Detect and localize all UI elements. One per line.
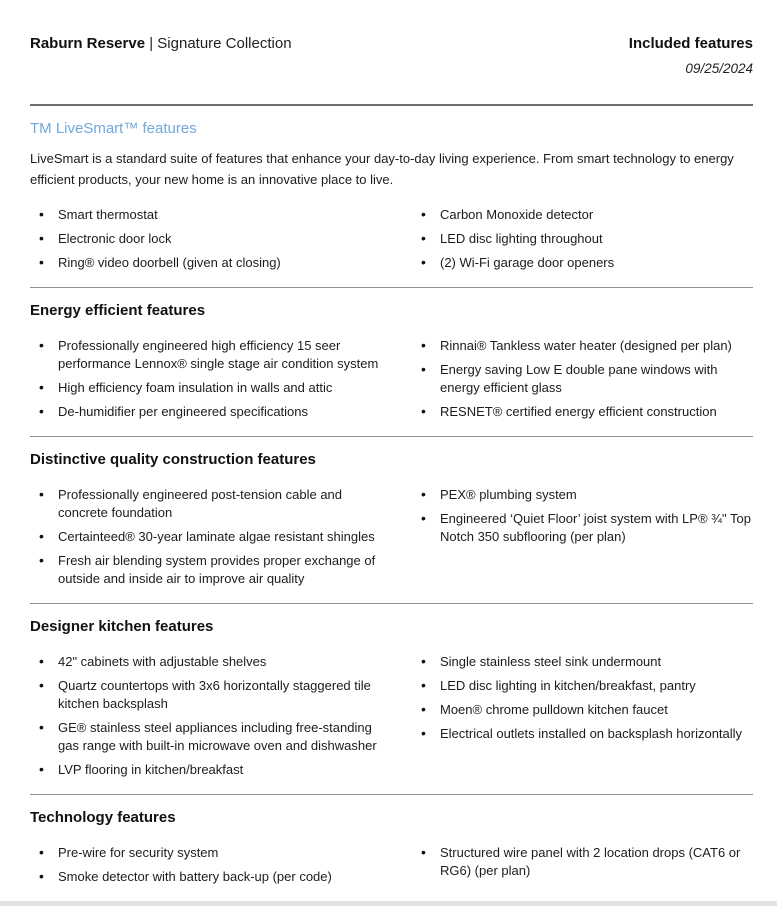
feature-bullet-item: • GE® stainless steel appliances including free-standing gas range with built-in microwave oven and dishwasher [30, 719, 382, 755]
section-energy [30, 288, 753, 437]
energy-left-list [30, 337, 382, 427]
community-title [30, 34, 292, 54]
collection-name: | Signature Collection [149, 35, 292, 52]
feature-bullet-item: • High efficiency foam insulation in walls and attic [30, 379, 382, 397]
technology-right-list [412, 844, 753, 892]
document-header [30, 34, 753, 78]
section-technology [30, 795, 753, 892]
feature-bullet-item: • Electronic door lock [30, 230, 382, 248]
feature-bullet-item: • LVP flooring in kitchen/breakfast [30, 761, 382, 779]
energy-right-list [412, 337, 753, 427]
feature-bullet-item: • Engineered ‘Quiet Floor’ joist system with LP® ¾" Top Notch 350 subflooring (per plan) [412, 510, 753, 546]
kitchen-right-list [412, 653, 753, 785]
livesmart-left-list [30, 206, 382, 278]
construction-left-list [30, 486, 382, 594]
livesmart-description: LiveSmart is a standard suite of features that enhance your day-to-day living experience. From smart technology to energy efficient products, your new home is an innovative place to live. [30, 151, 734, 187]
feature-bullet-item: • LED disc lighting throughout [412, 230, 753, 248]
feature-bullet-item: • Rinnai® Tankless water heater (designed per plan) [412, 337, 753, 355]
kitchen-columns [30, 653, 753, 785]
feature-bullet-item: • Carbon Monoxide detector [412, 206, 753, 224]
feature-bullet-item: • PEX® plumbing system [412, 486, 753, 504]
feature-bullet-item: • 42" cabinets with adjustable shelves [30, 653, 382, 671]
feature-bullet-item: • Electrical outlets installed on backsplash horizontally [412, 725, 753, 743]
document-type-title: Included features [628, 35, 753, 52]
feature-bullet-item: • Fresh air blending system provides proper exchange of outside and inside air to improve air quality [30, 552, 382, 588]
feature-bullet-item: • Professionally engineered high efficiency 15 seer performance Lennox® single stage air condition system [30, 337, 382, 373]
construction-columns [30, 486, 753, 594]
section-heading-construction: Distinctive quality construction features [30, 451, 316, 468]
feature-bullet-item: • LED disc lighting in kitchen/breakfast, pantry [412, 677, 753, 695]
feature-bullet-item: • Smoke detector with battery back-up (per code) [30, 868, 382, 886]
feature-bullet-item: • Smart thermostat [30, 206, 382, 224]
section-heading-kitchen: Designer kitchen features [30, 618, 214, 635]
section-heading-livesmart: TM LiveSmart™ features [30, 120, 197, 137]
technology-left-list [30, 844, 382, 892]
feature-bullet-item: • Professionally engineered post-tension cable and concrete foundation [30, 486, 382, 522]
feature-bullet-item: • (2) Wi-Fi garage door openers [412, 254, 753, 272]
section-construction [30, 437, 753, 604]
construction-right-list [412, 486, 753, 594]
section-livesmart [30, 106, 753, 288]
section-kitchen [30, 604, 753, 795]
feature-bullet-item: • RESNET® certified energy efficient construction [412, 403, 753, 421]
document-date: 09/25/2024 [685, 61, 753, 76]
kitchen-left-list [30, 653, 382, 785]
feature-bullet-item: • Quartz countertops with 3x6 horizontally staggered tile kitchen backsplash [30, 677, 382, 713]
page-bottom-edge [0, 901, 777, 906]
feature-bullet-item: • De-humidifier per engineered specifications [30, 403, 382, 421]
header-right [629, 34, 753, 78]
section-heading-energy: Energy efficient features [30, 302, 206, 319]
technology-columns [30, 844, 753, 892]
feature-bullet-item: • Pre-wire for security system [30, 844, 382, 862]
feature-bullet-item: • Structured wire panel with 2 location drops (CAT6 or RG6) (per plan) [412, 844, 753, 880]
feature-bullet-item: • Single stainless steel sink undermount [412, 653, 753, 671]
feature-bullet-item: • Ring® video doorbell (given at closing) [30, 254, 382, 272]
section-heading-technology: Technology features [30, 809, 176, 826]
livesmart-right-list [412, 206, 753, 278]
feature-bullet-item: • Moen® chrome pulldown kitchen faucet [412, 701, 753, 719]
community-name: Raburn Reserve [30, 35, 146, 52]
livesmart-columns [30, 206, 753, 278]
feature-bullet-item: • Certainteed® 30-year laminate algae resistant shingles [30, 528, 382, 546]
feature-bullet-item: • Energy saving Low E double pane windows with energy efficient glass [412, 361, 753, 397]
energy-columns [30, 337, 753, 427]
